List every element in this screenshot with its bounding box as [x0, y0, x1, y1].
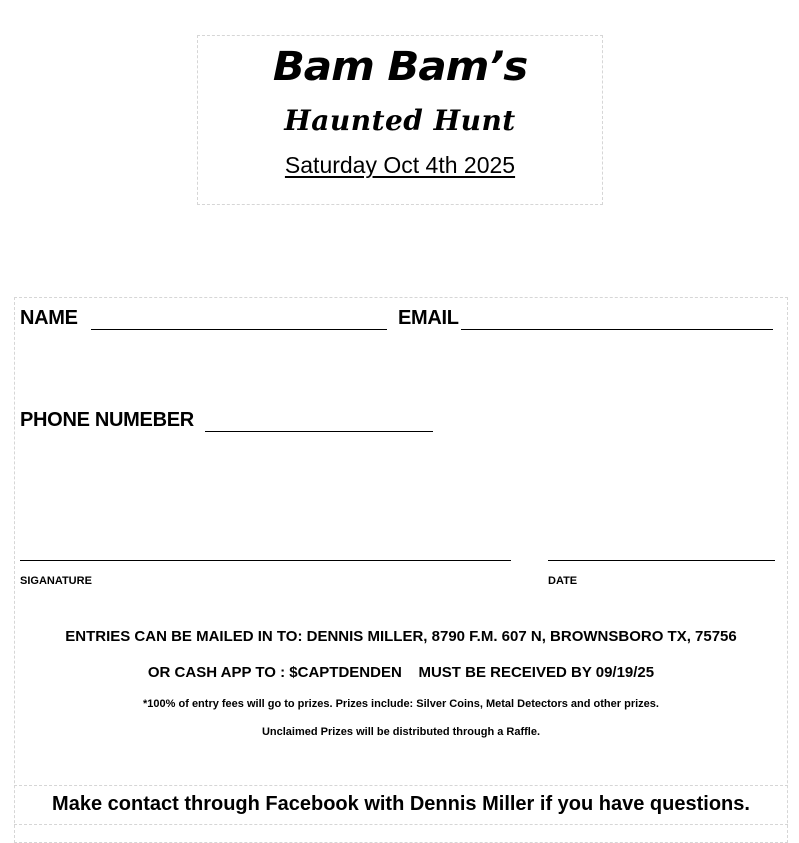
signature-field[interactable]: [20, 560, 511, 561]
date-field[interactable]: [548, 560, 775, 561]
name-field[interactable]: [91, 329, 387, 330]
event-date: Saturday Oct 4th 2025: [284, 152, 516, 178]
event-subtitle: Haunted Hunt: [284, 104, 516, 137]
prizes-note: *100% of entry fees will go to prizes. Prizes include: Silver Coins, Metal Detectors and other prizes.: [143, 698, 659, 710]
email-label: EMAIL: [398, 307, 459, 329]
title-box: [197, 35, 603, 205]
footer: [14, 785, 788, 825]
contact-note: Make contact through Facebook with Dennis Miller if you have questions.: [52, 793, 750, 815]
event-title: Bam Bam’s: [272, 44, 528, 90]
date-label: DATE: [548, 575, 578, 587]
mail-instructions: ENTRIES CAN BE MAILED IN TO: DENNIS MILLER, 8790 F.M. 607 N, BROWNSBORO TX, 75756: [65, 628, 737, 645]
entry-form: [14, 297, 788, 843]
email-field[interactable]: [461, 329, 773, 330]
signature-label: SIGANATURE: [20, 575, 92, 587]
cash-app-instructions: OR CASH APP TO : $CAPTDENDEN MUST BE RECEIVED BY 09/19/25: [147, 664, 655, 681]
phone-label: PHONE NUMEBER: [20, 409, 194, 431]
phone-field[interactable]: [205, 431, 433, 432]
name-label: NAME: [20, 307, 78, 329]
raffle-note: Unclaimed Prizes will be distributed through a Raffle.: [261, 726, 541, 738]
